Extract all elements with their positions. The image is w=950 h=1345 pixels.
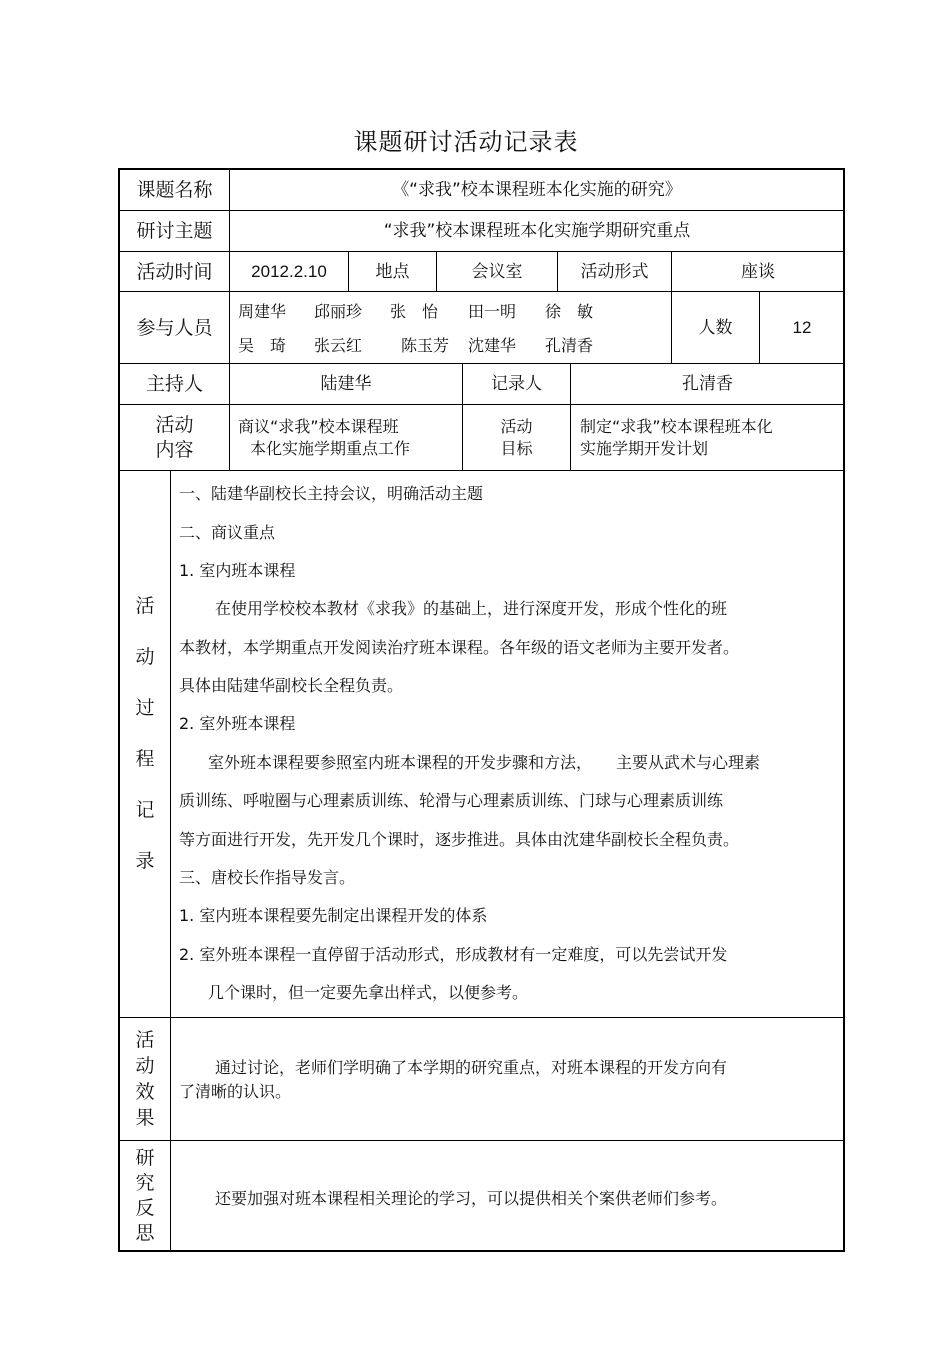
page-title: 课题研讨活动记录表: [353, 128, 579, 156]
process-line: 1. 室内班本课程要先制定出课程开发的体系: [179, 906, 488, 925]
process-line: 2. 室外班本课程: [179, 714, 296, 733]
row-divider: [119, 1140, 844, 1141]
process-line: 质训练、呼啦圈与心理素质训练、轮滑与心理素质训练、门球与心理素质训练: [179, 791, 724, 810]
reflection-label: [120, 1141, 170, 1250]
goal-label-line: 活动: [500, 416, 533, 436]
row-divider: [119, 470, 844, 471]
process-line: 三、唐校长作指导发言。: [179, 868, 356, 887]
process-line: 等方面进行开发，先开发几个课时，逐步推进。具体由沈建华副校长全程负责。: [179, 830, 740, 849]
reflection-label-char: 反: [135, 1196, 155, 1219]
content-label: [120, 405, 229, 470]
participant-name: 徐 敏: [545, 302, 594, 321]
content-label-line: 活动: [155, 413, 194, 436]
goal-value: [580, 405, 844, 470]
process-line: 本教材，本学期重点开发阅读治疗班本课程。各年级的语文老师为主要开发者。: [179, 638, 740, 657]
participant-name: 张云红: [314, 336, 363, 355]
form-label: 活动形式: [580, 261, 649, 282]
col-divider: [170, 470, 171, 1252]
process-label-char: 记: [135, 799, 155, 821]
effect-label-char: 果: [135, 1107, 155, 1129]
participant-name: 沈建华: [468, 336, 517, 355]
place-label: 地点: [375, 261, 410, 282]
theme-value: “求我”校本课程班本化实施学期研究重点: [383, 221, 691, 241]
process-line: 具体由陆建华副校长全程负责。: [179, 676, 404, 695]
process-line: 2. 室外班本课程一直停留于活动形式，形成教材有一定难度，可以先尝试开发: [179, 945, 728, 964]
count-label: 人数: [698, 317, 733, 338]
process-line: 室外班本课程要参照室内班本课程的开发步骤和方法， 主要从武术与心理素: [208, 753, 761, 772]
topic-label: 课题名称: [136, 179, 213, 201]
topic-value: 《“求我”校本课程班本化实施的研究》: [392, 180, 682, 200]
process-label-char: 动: [135, 646, 155, 668]
participant-name: 孔清香: [545, 336, 594, 355]
process-label: [120, 471, 170, 1017]
process-label-char: 活: [135, 595, 155, 617]
content-line: 商议“求我”校本课程班: [238, 416, 399, 436]
activity-date: 2012.2.10: [251, 261, 327, 281]
reflection-label-char: 研: [135, 1146, 155, 1169]
effect-line: 通过讨论，老师们学明确了本学期的研究重点，对班本课程的开发方向有: [215, 1058, 728, 1077]
row-divider: [119, 1017, 844, 1018]
effect-label-char: 效: [135, 1081, 155, 1103]
participant-name: 张 怡: [390, 302, 439, 321]
host-label: 主持人: [145, 373, 203, 395]
process-line: 在使用学校校本教材《求我》的基础上，进行深度开发，形成个性化的班: [215, 599, 728, 618]
recorder-value: 孔清香: [682, 374, 733, 394]
process-label-char: 录: [135, 850, 155, 872]
content-label-line: 内容: [155, 438, 194, 461]
theme-label: 研讨主题: [136, 220, 213, 242]
participant-name: 周建华: [238, 302, 287, 321]
effect-label-char: 动: [135, 1055, 155, 1077]
form-value: 座谈: [741, 261, 775, 282]
effect-line: 了清晰的认识。: [179, 1082, 292, 1101]
place-value: 会议室: [471, 261, 523, 282]
effect-label-char: 活: [135, 1029, 155, 1051]
reflection-label-char: 究: [135, 1171, 155, 1194]
count-value: 12: [792, 317, 812, 337]
process-line: 一、陆建华副校长主持会议，明确活动主题: [179, 484, 484, 503]
content-value: [238, 405, 462, 470]
host-value: 陆建华: [320, 374, 372, 394]
participant-name: 田一明: [468, 302, 517, 321]
goal-label-line: 目标: [500, 438, 533, 458]
participant-name: 陈玉芳: [401, 336, 450, 355]
participants-label: 参与人员: [136, 316, 213, 339]
content-line: 本化实施学期重点工作: [250, 438, 411, 458]
goal-line: 实施学期开发计划: [580, 438, 709, 458]
reflection-text: 还要加强对班本课程相关理论的学习，可以提供相关个案供老师们参考。: [215, 1189, 728, 1208]
time-label: 活动时间: [136, 260, 213, 283]
process-line: 1. 室内班本课程: [179, 561, 296, 580]
participant-name: 吴 琦: [238, 336, 287, 355]
recorder-label: 记录人: [491, 374, 542, 394]
process-label-char: 过: [135, 697, 155, 719]
process-label-char: 程: [135, 748, 155, 770]
reflection-label-char: 思: [135, 1221, 155, 1244]
process-line: 二、商议重点: [179, 523, 276, 542]
participant-name: 邱丽珍: [314, 302, 363, 321]
effect-label: [120, 1018, 170, 1140]
process-line: 几个课时，但一定要先拿出样式，以便参考。: [208, 983, 529, 1002]
goal-line: 制定“求我”校本课程班本化: [580, 416, 773, 436]
goal-label: [463, 405, 570, 470]
